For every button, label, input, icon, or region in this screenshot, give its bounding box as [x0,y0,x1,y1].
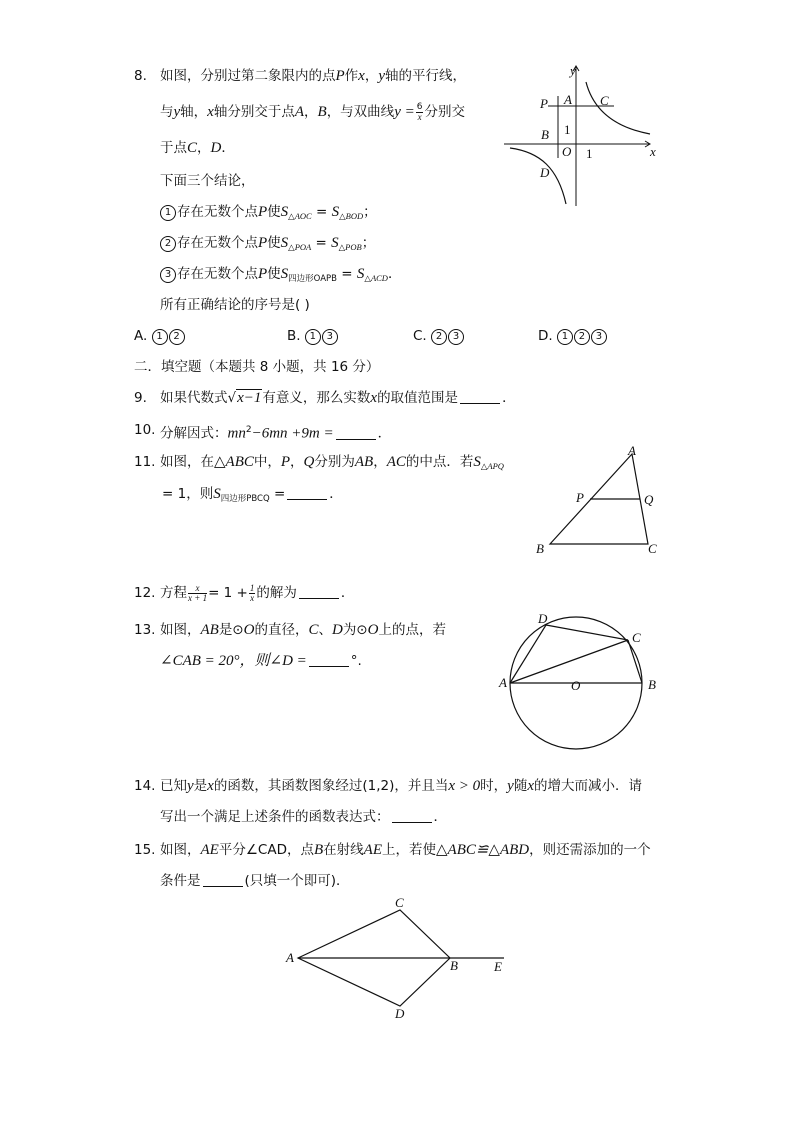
q11-line-1: 如图，在△ABC中，P，Q分别为AB，AC的中点．若$S_{\triangle APQ}$ [160,454,504,471]
fig-label-D: D [538,611,548,626]
q12-number: 12. [134,585,156,601]
q14-line-1: 已知y是x的函数，其函数图象经过(1,2)，并且当x > 0时，y随x的增大而减小．请 [160,778,642,794]
q15-line-1: 如图，AE平分∠CAD，点B在射线AE上，若使△ABC≌△ABD，则还需添加的一个 [160,842,651,858]
q14-line-2: 写出一个满足上述条件的函数表达式： ． [160,809,447,825]
q13-answer-blank[interactable] [309,652,349,667]
fig-label-B: B [536,541,544,556]
q8-option-c[interactable]: C. 2 3 [413,326,465,346]
fig-label-B: B [648,677,656,692]
q10-answer-blank[interactable] [336,425,376,440]
q11-line-2: = 1，则$S_{四边形PBCQ}$ = ． [162,486,343,504]
fig-label-B: B [541,127,549,142]
chord-CB [628,640,642,683]
q8-line-4: 下面三个结论， [160,173,255,189]
q14-number: 14. [134,778,156,794]
q13-line-1: 如图，AB是⊙O的直径，C、D为⊙O上的点，若 [160,622,446,638]
fig-label-O: O [562,144,572,159]
q12-fraction-2: $\frac{1}{x}$ [249,582,255,603]
chord-AC [510,640,628,683]
q11-answer-blank[interactable] [287,485,327,500]
q8-line-3: 于点C，D． [160,140,235,156]
fig-label-x: x [650,144,656,159]
section-heading: 二．填空题（本题共 8 小题，共 16 分） [134,359,380,375]
q8-option-d[interactable]: D. 1 2 3 [538,326,608,346]
q11-triangle-figure [530,440,665,558]
q10-text: 分解因式：$mn^2-6mn +9m$ = ． [160,425,392,442]
q8-line-2: 与y轴，x轴分别交于点A，B，与双曲线y = $\frac{6}{x}$ 分别交 [160,101,465,122]
q12-fraction-1: $\frac{x}{x + 1}$ [188,582,208,603]
fig-label-B: B [450,958,458,973]
q13-line-2: ∠CAB = 20°，则∠D = °. [160,653,362,669]
q15-kite-figure [282,892,517,1024]
q8-hyperbola-figure [500,58,665,210]
fig-label-A: A [564,92,572,107]
q9-text: 如果代数式√x−1有意义，那么实数x的取值范围是 ． [160,390,516,406]
fig-label-O: O [571,678,581,693]
fig-label-C: C [632,630,641,645]
fig-label-D: D [540,165,550,180]
fig-label-A: A [286,950,294,965]
q15-number: 15. [134,842,156,858]
q11-number: 11. [134,454,156,470]
q8-line-1: 如图，分别过第二象限内的点P作x，y轴的平行线， [160,68,467,84]
q8-option-b[interactable]: B. 1 3 [287,326,339,346]
q9-answer-blank[interactable] [460,389,500,404]
q12-text: 方程 $\frac{x}{x + 1}$ = 1 + $\frac{1}{x}$ 的解为 ． [160,582,355,603]
fig-label-C: C [648,541,657,556]
q13-circle-figure [496,608,666,750]
q8-option-a[interactable]: A. 1 2 [134,326,186,346]
hyperbola-branch-q1 [586,82,650,134]
fig-label-Q: Q [644,492,654,507]
fig-label-P: P [576,490,584,505]
q9-number: 9. [134,390,147,406]
q8-ask: 所有正确结论的序号是( ) [160,297,310,313]
q15-answer-blank[interactable] [203,872,243,887]
fig-label-C: C [600,93,609,108]
q13-number: 13. [134,622,156,638]
q12-answer-blank[interactable] [299,584,339,599]
fig-label-C: C [395,895,404,910]
fig-label-A: A [628,443,636,458]
fig-label-E: E [494,959,502,974]
fig-label-one-x: 1 [586,146,593,161]
q8-number: 8. [134,68,147,84]
fig-label-y: y [570,63,576,78]
fig-label-D: D [395,1006,405,1021]
q8-statement-3: 3 存在无数个点P使$S_{四边形OAPB} = S_{\triangle ACD}$． [160,264,401,289]
q14-answer-blank[interactable] [392,808,432,823]
q8-statement-1: 1 存在无数个点P使$S_{\triangle AOC} = S_{\triangle BOD}$； [160,202,377,226]
fig-label-one-y: 1 [564,122,571,137]
q15-line-2: 条件是 (只填一个即可)． [160,873,350,889]
q8-statement-2: 2 存在无数个点P使$S_{\triangle POA} = S_{\triangle POB}$； [160,233,375,257]
q10-number: 10. [134,422,156,438]
chord-AD [510,625,546,683]
hyperbola-fraction: $\frac{6}{x}$ [416,101,423,122]
fig-label-A: A [499,675,507,690]
chord-DC [546,625,628,640]
fig-label-P: P [540,96,548,111]
